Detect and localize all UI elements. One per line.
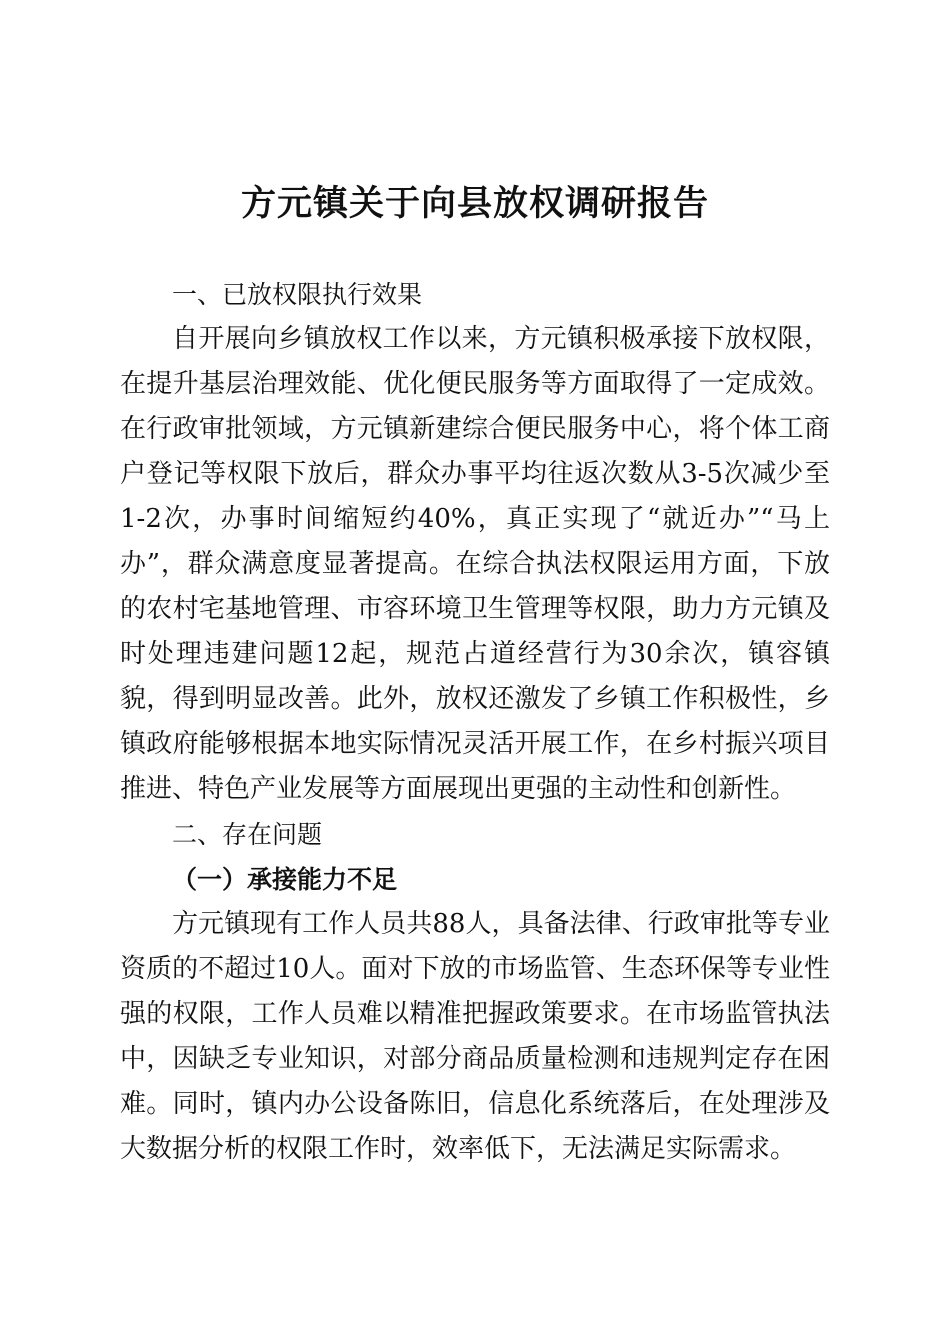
paragraph-line: 强的权限，工作人员难以精准把握政策要求。在市场监管执法 xyxy=(120,999,830,1029)
document-body xyxy=(120,272,830,1172)
paragraph-line: 1-2次，办事时间缩短约40%，真正实现了“就近办”“马上 xyxy=(120,504,830,534)
paragraph-line: 方元镇现有工作人员共88人，具备法律、行政审批等专业 xyxy=(172,909,830,939)
paragraph-line: 时处理违建问题12起，规范占道经营行为30余次，镇容镇 xyxy=(120,639,830,669)
paragraph-line: 中，因缺乏专业知识，对部分商品质量检测和违规判定存在困 xyxy=(120,1044,830,1074)
paragraph-line: 资质的不超过10人。面对下放的市场监管、生态环保等专业性 xyxy=(120,954,830,984)
paragraph-line: 难。同时，镇内办公设备陈旧，信息化系统落后，在处理涉及 xyxy=(120,1089,830,1119)
paragraph-line: 大数据分析的权限工作时，效率低下，无法满足实际需求。 xyxy=(120,1134,797,1164)
paragraph-line: 户登记等权限下放后，群众办事平均往返次数从3-5次减少至 xyxy=(120,459,830,489)
paragraph-line: 的农村宅基地管理、市容环境卫生管理等权限，助力方元镇及 xyxy=(120,594,830,624)
section-heading-1: 一、已放权限执行效果 xyxy=(172,280,423,309)
paragraph-line: 镇政府能够根据本地实际情况灵活开展工作，在乡村振兴项目 xyxy=(120,729,830,759)
paragraph-line: 在提升基层治理效能、优化便民服务等方面取得了一定成效。 xyxy=(120,369,830,399)
paragraph-line: 在行政审批领域，方元镇新建综合便民服务中心，将个体工商 xyxy=(120,414,830,444)
paragraph-line: 推进、特色产业发展等方面展现出更强的主动性和创新性。 xyxy=(120,774,797,804)
section-1-paragraph xyxy=(120,317,830,812)
paragraph-line: 貌，得到明显改善。此外，放权还激发了乡镇工作积极性，乡 xyxy=(120,684,830,714)
paragraph-line: 办”，群众满意度显著提高。在综合执法权限运用方面，下放 xyxy=(120,549,830,579)
section-heading-2: 二、存在问题 xyxy=(172,820,323,849)
paragraph-line: 自开展向乡镇放权工作以来，方元镇积极承接下放权限， xyxy=(172,324,830,354)
subsection-heading-1: （一）承接能力不足 xyxy=(172,865,398,894)
document-title: 方元镇关于向县放权调研报告 xyxy=(240,183,709,224)
section-2-paragraph xyxy=(120,902,830,1172)
